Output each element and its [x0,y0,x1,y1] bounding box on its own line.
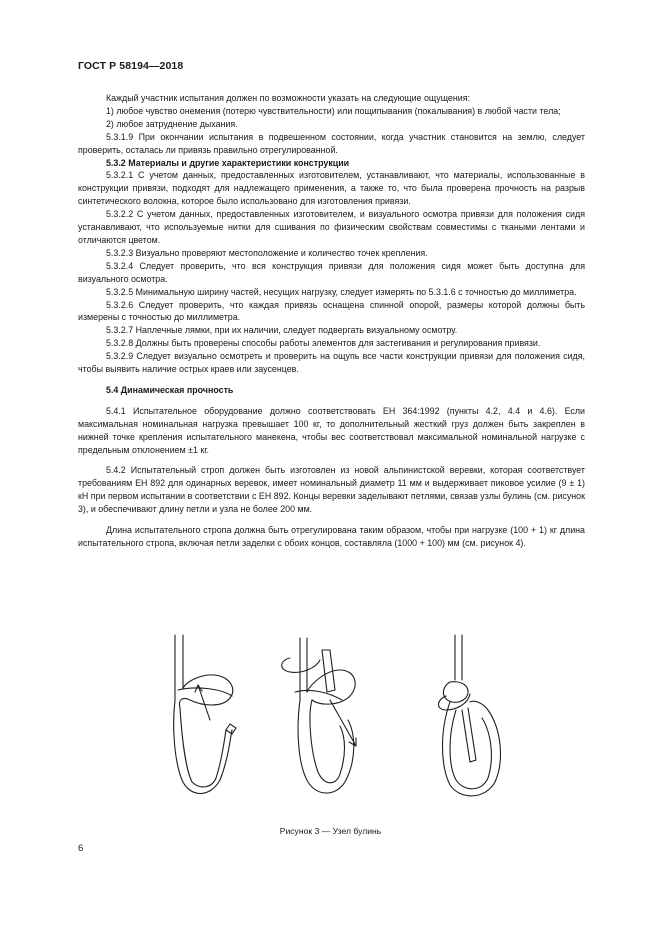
paragraph: Каждый участник испытания должен по возможности указать на следующие ощущения: [106,93,470,103]
paragraph: 5.4.2 Испытательный строп должен быть изготовлен из новой альпинистской веревки, которая соответствует требованиям ЕН 892 для одинарных веревок, имеет номинальный диаметр 11 мм и выдерживает пиковое усилие (9 ± 1) кН при первом испытании в соответствии с ЕН 892. Концы веревки заделывают петлями, связав узлы булинь (см. рисунок 3), и обеспечивают длину петли и узла не более 200 мм. [78,465,585,515]
paragraph: 5.3.2.1 С учетом данных, предоставленных изготовителем, устанавливают, что материалы, использованные в конструкции привязи, подходят для надлежащего применения, а также то, что была проверена прочность на разрыв синтетического волокна, которое было использовано для изготовления привязи. [78,170,585,207]
bowline-knot-illustration [150,630,530,815]
paragraph: 5.4.1 Испытательное оборудование должно соответствовать ЕН 364:1992 (пункты 4.2, 4.4 и 4.6). Если максимальная номинальная нагрузка превышает 100 кг, то дополнительный жесткий груз должен быть закреплен в нижней точке крепления испытательного манекена, чтобы вес соответствовал максимальной номинальной нагрузке с предельным отклонением ±1 кг. [78,405,585,455]
paragraph: 2) любое затруднение дыхания. [106,118,238,129]
paragraph: 5.3.2.6 Следует проверить, что каждая привязь оснащена спинной опорой, размеры которой должны быть измерены с точностью до миллиметра. [78,299,585,323]
bowline-step-1-illustration [174,635,236,794]
paragraph: 5.3.2.3 Визуально проверяют местоположение и количество точек крепления. [106,247,428,258]
paragraph: 5.3.2.5 Минимальную ширину частей, несущих нагрузку, следует измерять по 5.3.1.6 с точностью до миллиметра. [106,286,577,297]
page-number: 6 [78,843,84,854]
document-header: ГОСТ Р 58194—2018 [78,60,184,72]
paragraph: 5.3.2.4 Следует проверить, что вся конструкция привязи для положения сидя может быть доступна для визуального осмотра. [78,260,585,284]
paragraph: 5.3.1.9 При окончании испытания в подвешенном состоянии, когда участник становится на землю, следует проверить, осталась ли привязь правильно отрегулированной. [78,131,585,155]
paragraph: 5.3.2.7 Наплечные лямки, при их наличии, следует подвергать визуальному осмотру. [106,325,458,336]
figure-bowline-knot [150,630,530,815]
paragraph: 5.3.2.9 Следует визуально осмотреть и проверить на ощупь все части конструкции привязи для положения сидя, чтобы выявить наличие острых краев или заусенцев. [78,351,585,375]
bowline-step-3-illustration [439,635,501,796]
subsection-heading: 5.3.2 Материалы и другие характеристики конструкции [106,157,350,168]
section-heading: 5.4 Динамическая прочность [106,384,234,395]
document-body [78,92,585,550]
paragraph: Длина испытательного стропа должна быть отрегулирована таким образом, чтобы при нагрузке (100 + 1) кг длина испытательного стропа, включая петли заделки с обоих концов, составляла (1000 + 100) мм (см. рисунок 4). [78,525,585,548]
paragraph: 1) любое чувство онемения (потерю чувствительности) или пощипывания (покалывания) в любой части тела; [106,105,561,116]
paragraph: 5.3.2.2 С учетом данных, предоставленных изготовителем, и визуального осмотра привязи для положения сидя устанавливают, что используемые нитки для сшивания по физическим свойствам совместимы с ткаными лентами и отличаются цветом. [78,209,585,245]
bowline-step-2-illustration [282,638,356,793]
figure-caption: Рисунок 3 — Узел булинь [279,826,382,836]
paragraph: 5.3.2.8 Должны быть проверены способы работы элементов для застегивания и регулирования привязи. [106,338,541,349]
